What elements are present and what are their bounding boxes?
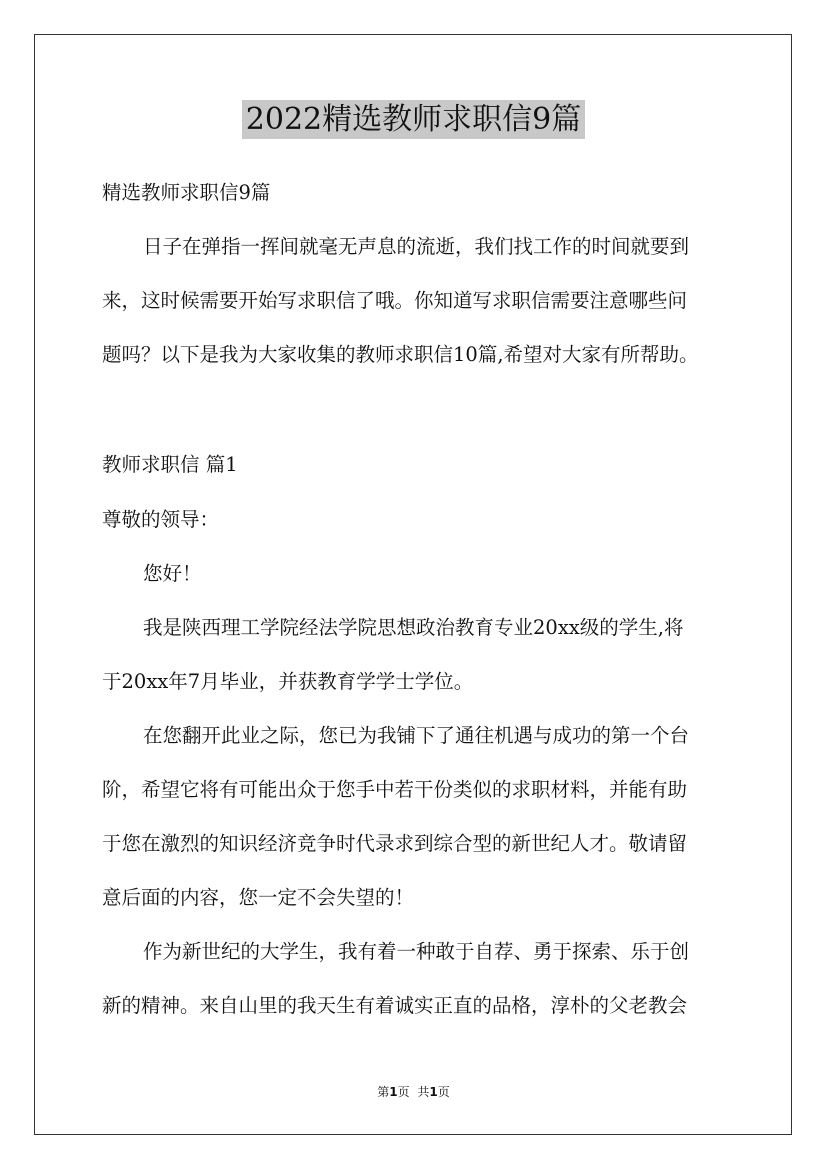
intro-line-1: 日子在弹指一挥间就毫无声息的流逝，我们找工作的时间就要到 <box>143 235 690 258</box>
para1-line-2: 于20xx年7月毕业，并获教育学学士学位。 <box>102 670 474 693</box>
document-title: 2022精选教师求职信9篇 <box>242 100 585 139</box>
total-suffix: 页 <box>437 1085 450 1099</box>
intro-line-2: 来，这时候需要开始写求职信了哦。你知道写求职信需要注意哪些问 <box>102 289 688 312</box>
page-number: 1 <box>389 1085 398 1099</box>
section-heading: 教师求职信 篇1 <box>102 453 238 476</box>
intro-line-3: 题吗？以下是我为大家收集的教师求职信10篇,希望对大家有所帮助。 <box>102 343 699 366</box>
subtitle: 精选教师求职信9篇 <box>102 181 271 204</box>
page-prefix: 第 <box>377 1085 390 1099</box>
greeting: 您好！ <box>143 562 202 585</box>
para2-line-3: 于您在激烈的知识经济竞争时代录求到综合型的新世纪人才。敬请留 <box>102 832 688 855</box>
para2-line-1: 在您翻开此业之际，您已为我铺下了通往机遇与成功的第一个台 <box>143 724 690 747</box>
page-footer <box>0 1083 827 1100</box>
total-pages: 1 <box>429 1085 438 1099</box>
salutation: 尊敬的领导： <box>102 508 220 531</box>
document-title-container <box>0 100 827 140</box>
para2-line-4: 意后面的内容，您一定不会失望的！ <box>102 886 415 909</box>
para3-line-1: 作为新世纪的大学生，我有着一种敢于自荐、勇于探索、乐于创 <box>143 940 690 963</box>
page-suffix: 页 <box>397 1085 410 1099</box>
para3-line-2: 新的精神。来自山里的我天生有着诚实正直的品格，淳朴的父老教会 <box>102 994 688 1017</box>
para2-line-2: 阶，希望它将有可能出众于您手中若干份类似的求职材料，并能有助 <box>102 778 688 801</box>
total-prefix: 共 <box>417 1085 430 1099</box>
para1-line-1: 我是陕西理工学院经法学院思想政治教育专业20xx级的学生,将 <box>143 616 684 639</box>
